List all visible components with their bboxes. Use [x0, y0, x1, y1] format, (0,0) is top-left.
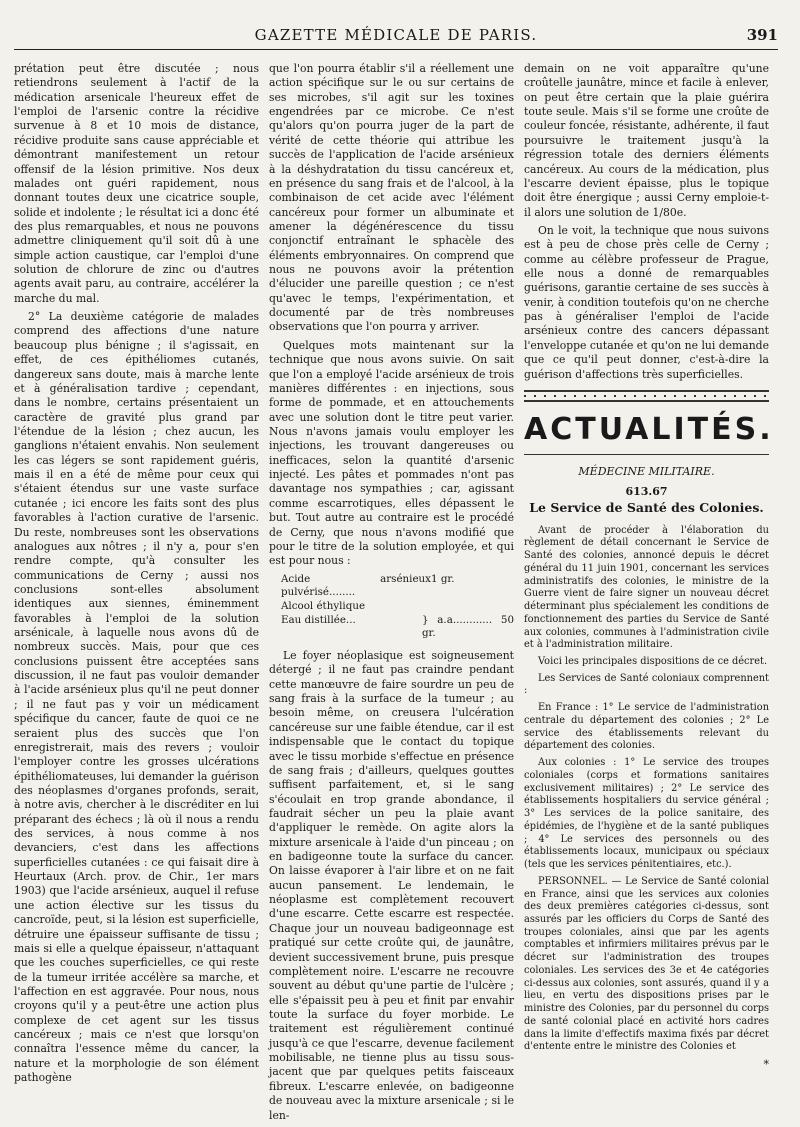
- article-title: Le Service de Santé des Colonies.: [529, 500, 764, 516]
- paragraph: prétation peut être discutée ; nous retiendrons seulement à l'actif de la médication arsenicale l'heureux effet de l'emploi de l'arsenic contre la récidive survenue à 8 et 10 mois de distance, récidive produite sans cause appréciable et démontrant manifestement un retour offensif de la lésion primitive. Nos deux malades ont guéri rapidement, nous donnant toutes deux une cicatrice souple, solide et indolente ; le résultat ici a donc été des plus remarquables, et nous ne pouvons admettre cliniquement qu'il soit dû à une simple action caustique, car l'emploi d'une solution de chlorure de zinc ou d'autres agents avait paru, au contraire, accélérer la marche du mal.: [14, 62, 259, 305]
- paragraph: Aux colonies : 1° Le service des troupes coloniales (corps et formations sanitaires exclusivement militaires) ; 2° Le service des établissements hospitaliers du service général ; 3° Les services de la police sanitaire, des épidémies, de l'hygiène et de la santé publiques ; 4° Le services des personnels ou des établissements locaux, municipaux ou spéciaux (tels que les services pénitentiaires, etc.).: [524, 757, 769, 871]
- actualites-heading: ACTUALITÉS.: [524, 410, 769, 455]
- end-mark: *: [763, 1058, 769, 1072]
- formula-label: Eau distillée...: [281, 613, 356, 626]
- paragraph: Le foyer néoplasique est soigneusement détergé ; il ne faut pas craindre pendant cette manœuvre de faire sourdre un peu de sang frais à la surface de la tumeur ; au besoin même, on creusera l'ulcération cancéreuse sur une faible étendue, car il est indispensable que le contact du topique avec le tissu morbide s'effectue en présence de sang frais ; d'ailleurs, quelques gouttes suffisent parfaitement, et, si le sang s'écoulait en trop grande abondance, il faudrait sécher un peu la plaie avant d'appliquer le remède. On agite alors la mixture arsenicale à l'aide d'un pinceau ; on en badigeonne toute la surface du cancer. On laisse évaporer à l'air libre et on ne fait aucun pansement. Le lendemain, le néoplasme est complètement recouvert d'une escarre. Cette escarre est respectée. Chaque jour un nouveau badigeonnage est pratiqué sur cette croûte qui, de jaunâtre, devient successivement brune, puis presque complètement noire. L'escarre ne recouvre souvent au début qu'une partie de l'ulcère ; elle s'épaissit peu à peu et finit par envahir toute la surface du foyer morbide. Le traitement est régulièrement continué jusqu'à ce que l'escarre, devenue facilement mobilisable, ne tienne plus au tissu sous-jacent que par quelques petits faisceaux fibreux. L'escarre enlevée, on badigeonne de nouveau avec la mixture arsenicale ; si le len-: [269, 649, 514, 1122]
- formula-label: Alcool éthylique: [281, 599, 366, 612]
- paragraph: En France : 1° Le service de l'administration centrale du département des colonies ; 2° Le service des établissements relevant du département des colonies.: [524, 702, 769, 752]
- formula-value: } a.a............ 50 gr.: [421, 613, 514, 640]
- journal-title: GAZETTE MÉDICALE DE PARIS.: [254, 26, 538, 44]
- column-2: [269, 62, 514, 1127]
- formula-value: 1 gr.: [431, 572, 455, 585]
- page-header: [14, 20, 778, 50]
- formula-label: Acide arsénieux pulvérisé........: [281, 572, 431, 599]
- section-title: MÉDECINE MILITAIRE.: [578, 464, 715, 478]
- paragraph: 2° La deuxième catégorie de malades comprend des affections d'une nature beaucoup plus bénigne ; il s'agissait, en effet, de ces épithéliomes cutanés, dangereux sans doute, mais à marche lente et à généralisation tardive ; cependant, dans le nombre, certains présentaient un caractère de gravité plus grand par l'étendue de la lésion ; chez aucun, les ganglions n'étaient envahis. Non seulement les cas légers se sont rapidement guéris, mais il en a été de même pour ceux qui s'étaient étendus sur une vaste surface cutanée ; ici encore les faits sont des plus favorables à l'action curative de l'arsenic. Du reste, nombreuses sont les observations analogues aux nôtres ; il n'y a, pour s'en rendre compte, qu'à consulter les communications de Cerny ; aussi nos conclusions sont-elles absolument identiques aux siennes, éminemment favorables à l'emploi de la solution arsénicale, à laquelle nous avons dû de nombreux succès. Mais, pour que ces conclusions puissent être acceptées sans discussion, il ne faut pas vouloir demander à l'acide arsénieux plus qu'il ne peut donner ; il ne faut pas y voir un médicament spécifique du cancer, faute de quoi ce ne seraient plus des succès que l'on enregistrerait, mais des revers ; vouloir l'employer contre les grosses ulcérations épithéliomateuses, lui demander la guérison des néoplasmes d'organes profonds, serait, à notre avis, chercher à le discréditer en lui préparant des échecs ; là où il nous a rendu des services, à nous comme à nos devanciers, c'est dans les affections superficielles cutanées : ce qui faisait dire à Heurtaux (Arch. prov. de Chir., 1er mars 1903) que l'acide arsénieux, auquel il refuse une action élective sur les tissus du cancroïde, peut, si la lésion est superficielle, détruire une épaisseur suffisante de tissu ; mais si elle a quelque épaisseur, n'attaquant que les couches superficielles, ce qui reste de la tumeur irritée accélère sa marche, et l'affection en est aggravée. Pour nous, nous croyons qu'il y a peut-être une action plus complexe de cet agent sur les tissus cancéreux ; mais ce n'est que lorsqu'on connaîtra l'essence même du cancer, la nature et la morphologie de son élément pathogène: [14, 310, 259, 1085]
- classification-number: 613.67: [625, 485, 668, 499]
- paragraph: demain on ne voit apparaître qu'une croûtelle jaunâtre, mince et facile à enlever, on peut être certain que la plaie guérira toute seule. Mais s'il se forme une croûte de couleur foncée, résistante, adhérente, il faut poursuivre le traitement jusqu'à la régression totale des derniers éléments cancéreux. Au cours de la médication, plus l'escarre devient épaisse, plus le topique doit être énergique ; aussi Cerny emploie-t-il alors une solution de 1/80e.: [524, 62, 769, 219]
- article-body: [524, 525, 769, 1054]
- paragraph: On le voit, la technique que nous suivons est à peu de chose près celle de Cerny ; comme au célèbre professeur de Prague, elle nous a donné de remarquables guérisons, garantie certaine de ses succès à venir, à condition toutefois qu'on ne cherche pas à généraliser l'emploi de l'acide arsénieux contre des cancers dépassant l'enveloppe cutanée et qu'on ne lui demande que ce qu'il peut donner, c'est-à-dire la guérison d'affections très superficielles.: [524, 223, 769, 381]
- ornamental-divider: [524, 390, 769, 402]
- paragraph: que l'on pourra établir s'il a réellement une action spécifique sur le ou sur certains de ses microbes, s'il agit sur les toxines engendrées par ce microbe. Ce n'est qu'alors qu'on pourra juger de la part de vérité de cette théorie qui attribue les succès de l'application de l'acide arsénieux à la déshydratation du tissu cancéreux et, en présence du sang frais et de l'alcool, à la combinaison de cet acide avec l'élément cancéreux pour former un albuminate et amener la dégénérescence du tissu conjonctif entraînant le sphacèle des éléments embryonnaires. On comprend que nous ne pouvons avoir la prétention d'élucider une pareille question ; ce n'est qu'avec le temps, l'expérimentation, et documenté par de très nombreuses observations que l'on pourra y arriver.: [269, 62, 514, 334]
- paragraph: Voici les principales dispositions de ce décret.: [538, 656, 768, 668]
- columns: [14, 62, 778, 1127]
- formula: [281, 573, 514, 641]
- paragraph: Avant de procéder à l'élaboration du règlement de détail concernant le Service de Santé des colonies, annoncé depuis le décret général du 11 juin 1901, concernant les services administratifs des colonies, le ministre de la Guerre vient de faire signer un nouveau décret déterminant plus spécialement les conditions de fonctionnement des parties du Service de Santé aux colonies, communes à l'administration civile et à l'administration militaire.: [524, 524, 769, 651]
- page-number: 391: [746, 26, 778, 44]
- column-3: [524, 62, 774, 1127]
- paragraph: Quelques mots maintenant sur la technique que nous avons suivie. On sait que l'on a employé l'acide arsénieux de trois manières différentes : en injections, sous forme de pommade, et en attouchements avec une solution dont le titre peut varier. Nous n'avons jamais voulu employer les injections, les trouvant dangereuses ou inefficaces, selon la quantité d'arsenic injecté. Les pâtes et pommades n'ont pas davantage nos sympathies ; car, agissant comme escarrotiques, elles dépassent le but. Tout autre au contraire est le procédé de Cerny, que nous n'avons modifié que pour le titre de la solution employée, et qui est pour nous :: [269, 338, 514, 568]
- column-1: [14, 62, 259, 1127]
- paragraph: Les Services de Santé coloniaux comprennent :: [524, 672, 769, 697]
- paragraph: PERSONNEL. — Le Service de Santé colonial en France, ainsi que les services aux colonies des deux premières catégories ci-dessus, sont assurés par les officiers du Corps de Santé des troupes coloniales, ainsi que par les agents comptables et infirmiers militaires prévus par le décret sur l'administration des troupes coloniales. Les services des 3e et 4e catégories ci-dessus aux colonies, sont assurés, quand il y a lieu, en vertu des dispositions prises par le ministre des Colonies, par du personnel du corps de santé colonial placé en activité hors cadres dans la limite d'effectifs maxima fixés par décret d'entente entre le ministre des Colonies et: [524, 875, 769, 1053]
